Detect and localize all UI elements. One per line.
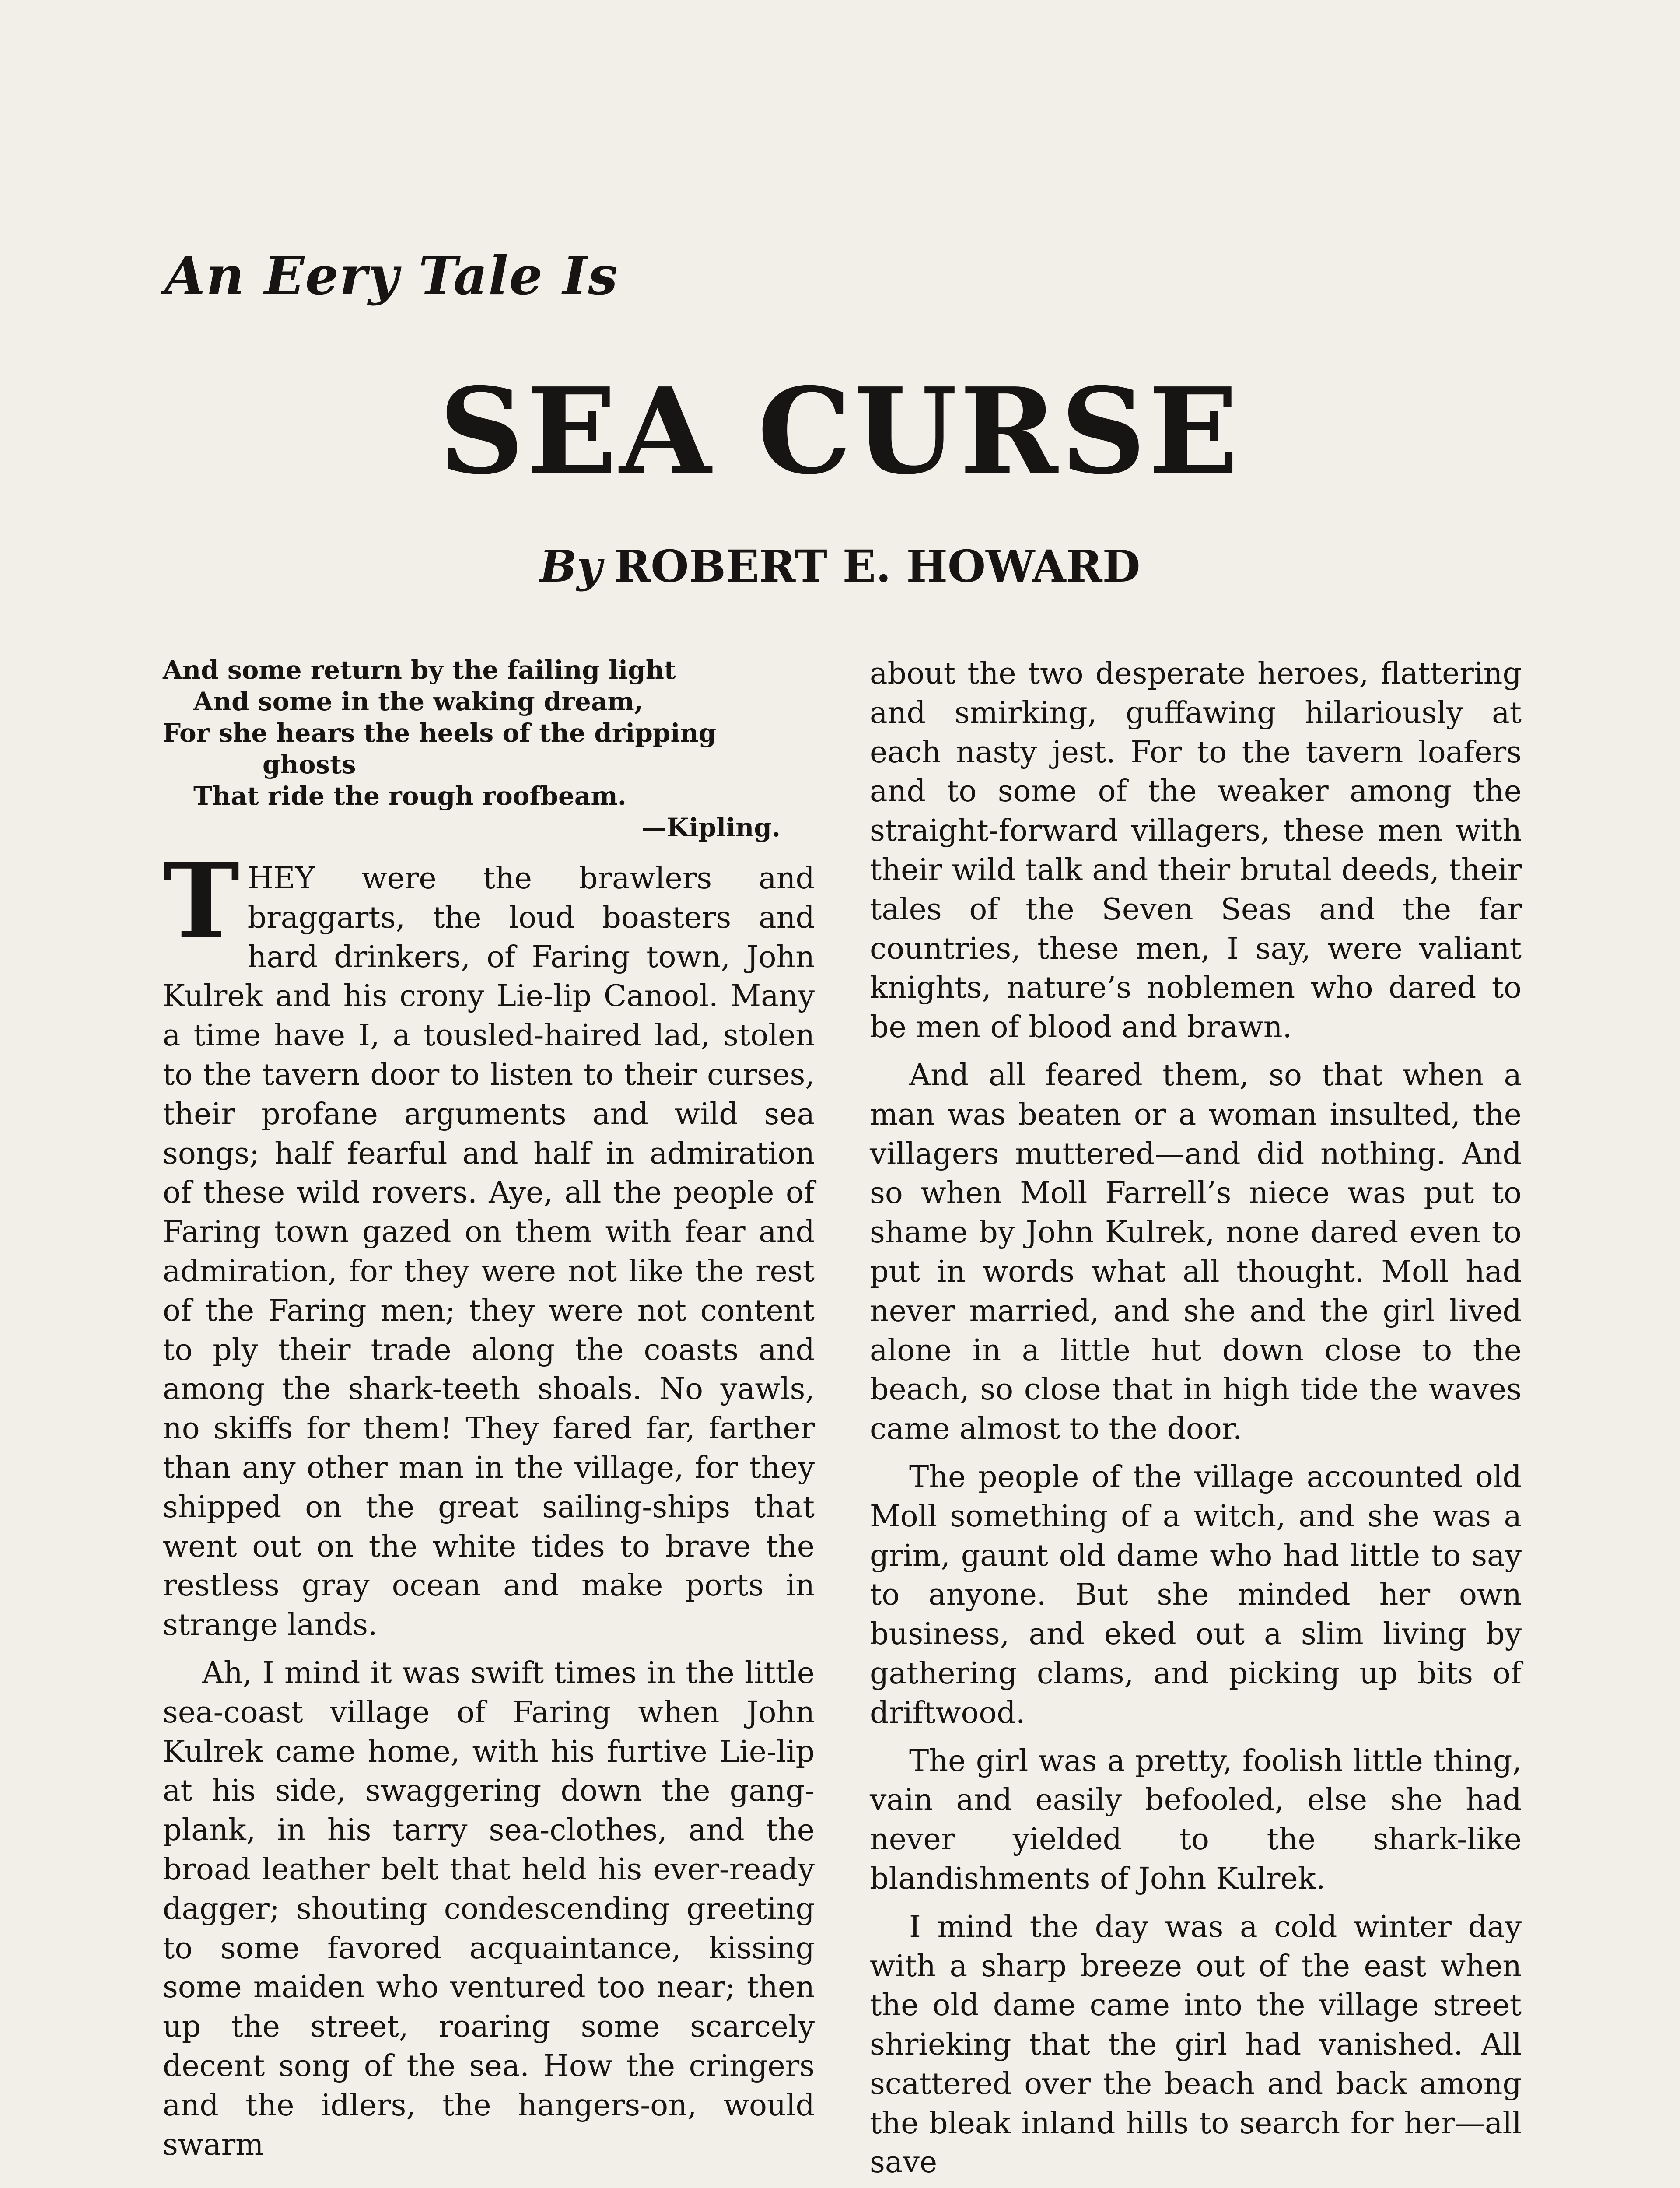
- epigraph-line: That ride the rough roofbeam.: [193, 781, 626, 811]
- byline: [0, 540, 1680, 592]
- article-paragraph: Ah, I mind it was swift times in the little sea-coast village of Faring when John Kulrek came home, with his furtive Lie-lip at his side, swaggering down the gang-plank, in his tarry sea-clothes, and the broad leather belt that held his ever-ready dagger; shouting condescending greeting to some favored acquaintance, kissing some maiden who ventured too near; then up the street, roaring some scarcely decent song of the sea. How the cringers and the idlers, the hangers-on, would swarm: [163, 1655, 815, 2162]
- byline-by: By: [539, 540, 602, 592]
- epigraph: [163, 654, 815, 843]
- article-paragraph: The people of the village accounted old Moll something of a witch, and she was a grim, gaunt old dame who had little to say to anyone. But she minded her own business, and eked out a slim living by gathering clams, and picking up bits of driftwood.: [870, 1459, 1522, 1730]
- article-paragraph: [163, 840, 815, 1645]
- article-paragraph: And all feared them, so that when a man was beaten or a woman insulted, the villagers muttered—and did nothing. And so when Moll Farrell’s niece was put to shame by John Kulrek, none dared even to put in words what all thought. Moll had never married, and she and the girl lived alone in a little hut down close to the beach, so close that in high tide the waves came almost to the door.: [870, 1058, 1522, 1447]
- drop-cap: T: [163, 840, 240, 961]
- byline-author: ROBERT E. HOWARD: [614, 540, 1141, 592]
- paragraph-text: HEY were the brawlers and braggarts, the loud boasters and hard drinkers, of Faring town, John Kulrek and his crony Lie-lip Canool. Many a time have I, a tousled-haired lad, stolen to the tavern door to listen to their curses, their profane arguments and wild sea songs; half fearful and half in admiration of these wild rovers. Aye, all the people of Faring town gazed on them with fear and admiration, for they were not like the rest of the Faring men; they were not content to ply their trade along the coasts and among the shark-teeth shoals. No yawls, no skiffs for them! They fared far, farther than any other man in the village, for they shipped on the great sailing-ships that went out on the white tides to brave the restless gray ocean and make ports in strange lands.: [163, 861, 815, 1643]
- epigraph-line: ghosts: [262, 750, 356, 779]
- epigraph-attribution: —Kipling.: [641, 813, 780, 842]
- article-paragraph: I mind the day was a cold winter day with a sharp breeze out of the east when the old dame came into the village street shrieking that the girl had vanished. All scattered over the beach and back among the bleak inland hills to search for her—all save: [870, 1909, 1522, 2180]
- article-paragraph: The girl was a pretty, foolish little thing, vain and easily befooled, else she had never yielded to the shark-like blandishments of John Kulrek.: [870, 1743, 1522, 1896]
- article-paragraph-continued: about the two desperate heroes, flattering and smirking, guffawing hilariously at each nasty jest. For to the tavern loafers and to some of the weaker among the straight-forward villagers, these men with their wild talk and their brutal deeds, their tales of the Seven Seas and the far countries, these men, I say, were valiant knights, nature’s noblemen who dared to be men of blood and brawn.: [870, 656, 1522, 1045]
- text-column-left: [163, 654, 815, 2164]
- epigraph-line: And some return by the failing light: [163, 655, 676, 685]
- epigraph-line: And some in the waking dream,: [193, 687, 643, 716]
- story-kicker: An Eery Tale Is: [164, 245, 619, 307]
- epigraph-line: For she hears the heels of the dripping: [163, 718, 717, 748]
- text-column-right: [870, 654, 1522, 2182]
- story-title: SEA CURSE: [439, 361, 1241, 501]
